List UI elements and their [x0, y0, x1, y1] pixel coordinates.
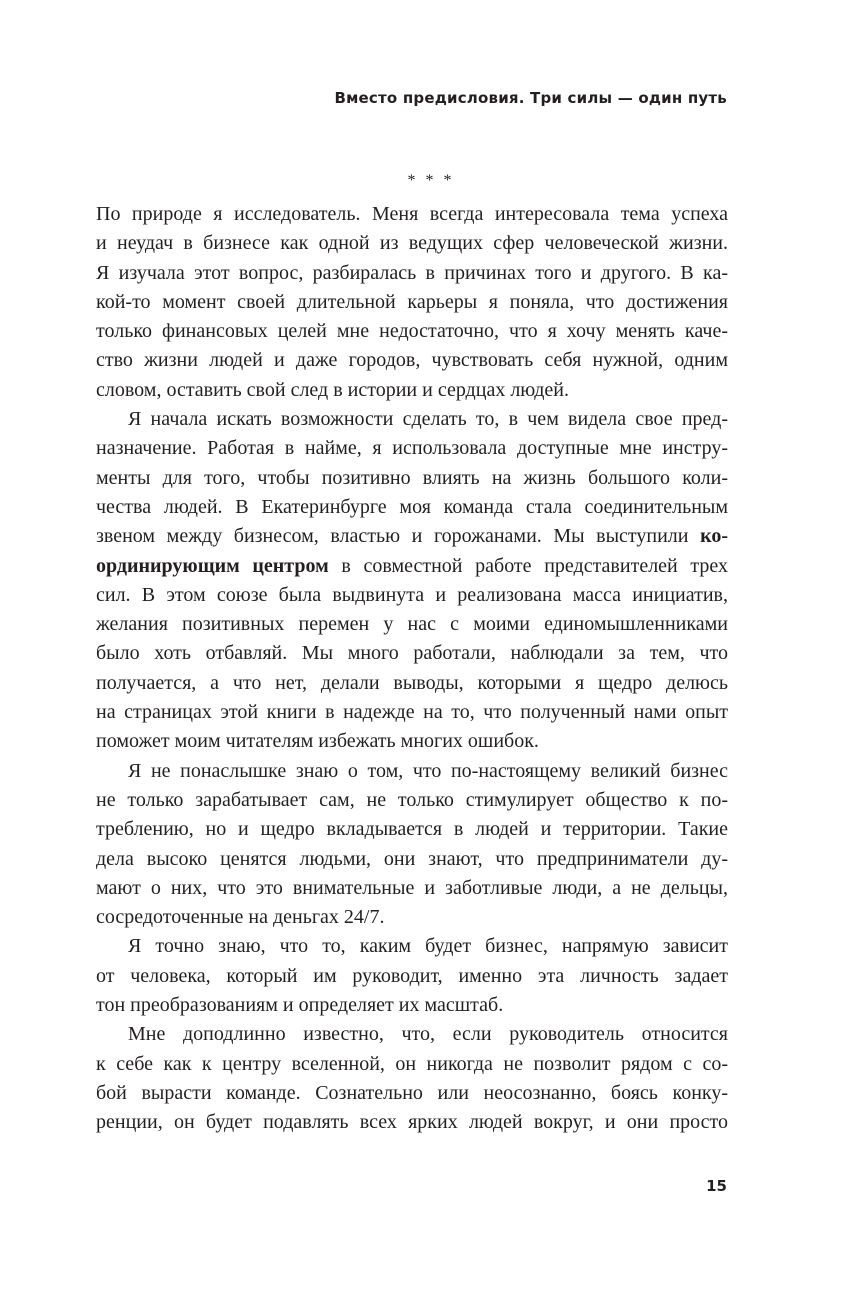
text-line: было хоть отбавляй. Мы много работали, наблюдали за тем, что [96, 642, 728, 665]
section-separator: * * * [407, 172, 455, 189]
text-line: сил. В этом союзе была выдвинута и реализована масса инициатив, [96, 583, 728, 606]
text-line: мают о них, что это внимательные и заботливые люди, а не дельцы, [96, 876, 728, 899]
text-line: поможет моим читателям избежать многих ошибок. [96, 730, 539, 753]
text-line: получается, а что нет, делали выводы, которыми я щедро делюсь [96, 671, 728, 694]
bold-term: ординирующим центром [96, 554, 329, 577]
text-line: ство жизни людей и даже городов, чувствовать себя нужной, одним [96, 349, 728, 372]
bold-term: ко- [700, 525, 728, 548]
text-line: менты для того, чтобы позитивно влиять на жизнь большого коли- [96, 466, 728, 489]
text-line: на страницах этой книги в надежде на то, что полученный нами опыт [96, 701, 728, 724]
paragraph-3 [96, 757, 728, 933]
text-run: звеном между бизнесом, властью и горожанами. Мы выступили [96, 525, 701, 548]
body-text [96, 200, 728, 1138]
text-line: кой-то момент своей длительной карьеры я поняла, что достижения [96, 290, 728, 313]
text-line: к себе как к центру вселенной, он никогда не позволит рядом с со- [96, 1052, 728, 1075]
paragraph-4 [96, 932, 728, 1020]
paragraph-1 [96, 200, 728, 405]
text-line: только финансовых целей мне недостаточно, что я хочу менять каче- [96, 320, 728, 343]
text-line: Я точно знаю, что то, каким будет бизнес, напрямую зависит [128, 935, 728, 958]
text-line-with-bold [96, 522, 728, 551]
text-line: от человека, который им руководит, именно эта личность задает [96, 964, 728, 987]
text-line: ренции, он будет подавлять всех ярких людей вокруг, и они просто [96, 1111, 728, 1134]
text-line: Мне доподлинно известно, что, если руководитель относится [128, 1023, 728, 1046]
text-line: Я не понаслышке знаю о том, что по-настоящему великий бизнес [128, 759, 728, 782]
text-line: тон преобразованиям и определяет их масштаб. [96, 994, 504, 1017]
text-line: чества людей. В Екатеринбурге моя команда стала соединительным [96, 495, 728, 518]
text-line: назначение. Работая в найме, я использовала доступные мне инстру- [96, 437, 728, 460]
text-line: дела высоко ценятся людьми, они знают, что предприниматели ду- [96, 847, 728, 870]
page-number: 15 [706, 1177, 727, 1195]
text-line: и неудач в бизнесе как одной из ведущих сфер человеческой жизни. [96, 232, 728, 255]
text-line: треблению, но и щедро вкладывается в людей и территории. Такие [96, 818, 728, 841]
text-line-with-bold [96, 552, 728, 581]
text-line: По природе я исследователь. Меня всегда интересовала тема успеха [96, 203, 728, 225]
text-line: Я изучала этот вопрос, разбиралась в причинах того и другого. В ка- [96, 261, 728, 284]
text-line: бой вырасти команде. Сознательно или неосознанно, боясь конку- [96, 1081, 728, 1104]
text-line: сосредоточенные на деньгах 24/7. [96, 906, 385, 929]
text-run: в совместной работе представителей трех [328, 554, 728, 577]
text-line: словом, оставить свой след в истории и сердцах людей. [96, 378, 569, 401]
paragraph-2 [96, 405, 728, 757]
text-line: не только зарабатывает сам, не только стимулирует общество к по- [96, 788, 728, 811]
text-line: желания позитивных перемен у нас с моими единомышленниками [96, 613, 728, 636]
paragraph-5 [96, 1020, 728, 1137]
text-line: Я начала искать возможности сделать то, в чем видела свое пред- [128, 408, 728, 431]
running-header: Вместо предисловия. Три силы — один путь [334, 89, 727, 107]
